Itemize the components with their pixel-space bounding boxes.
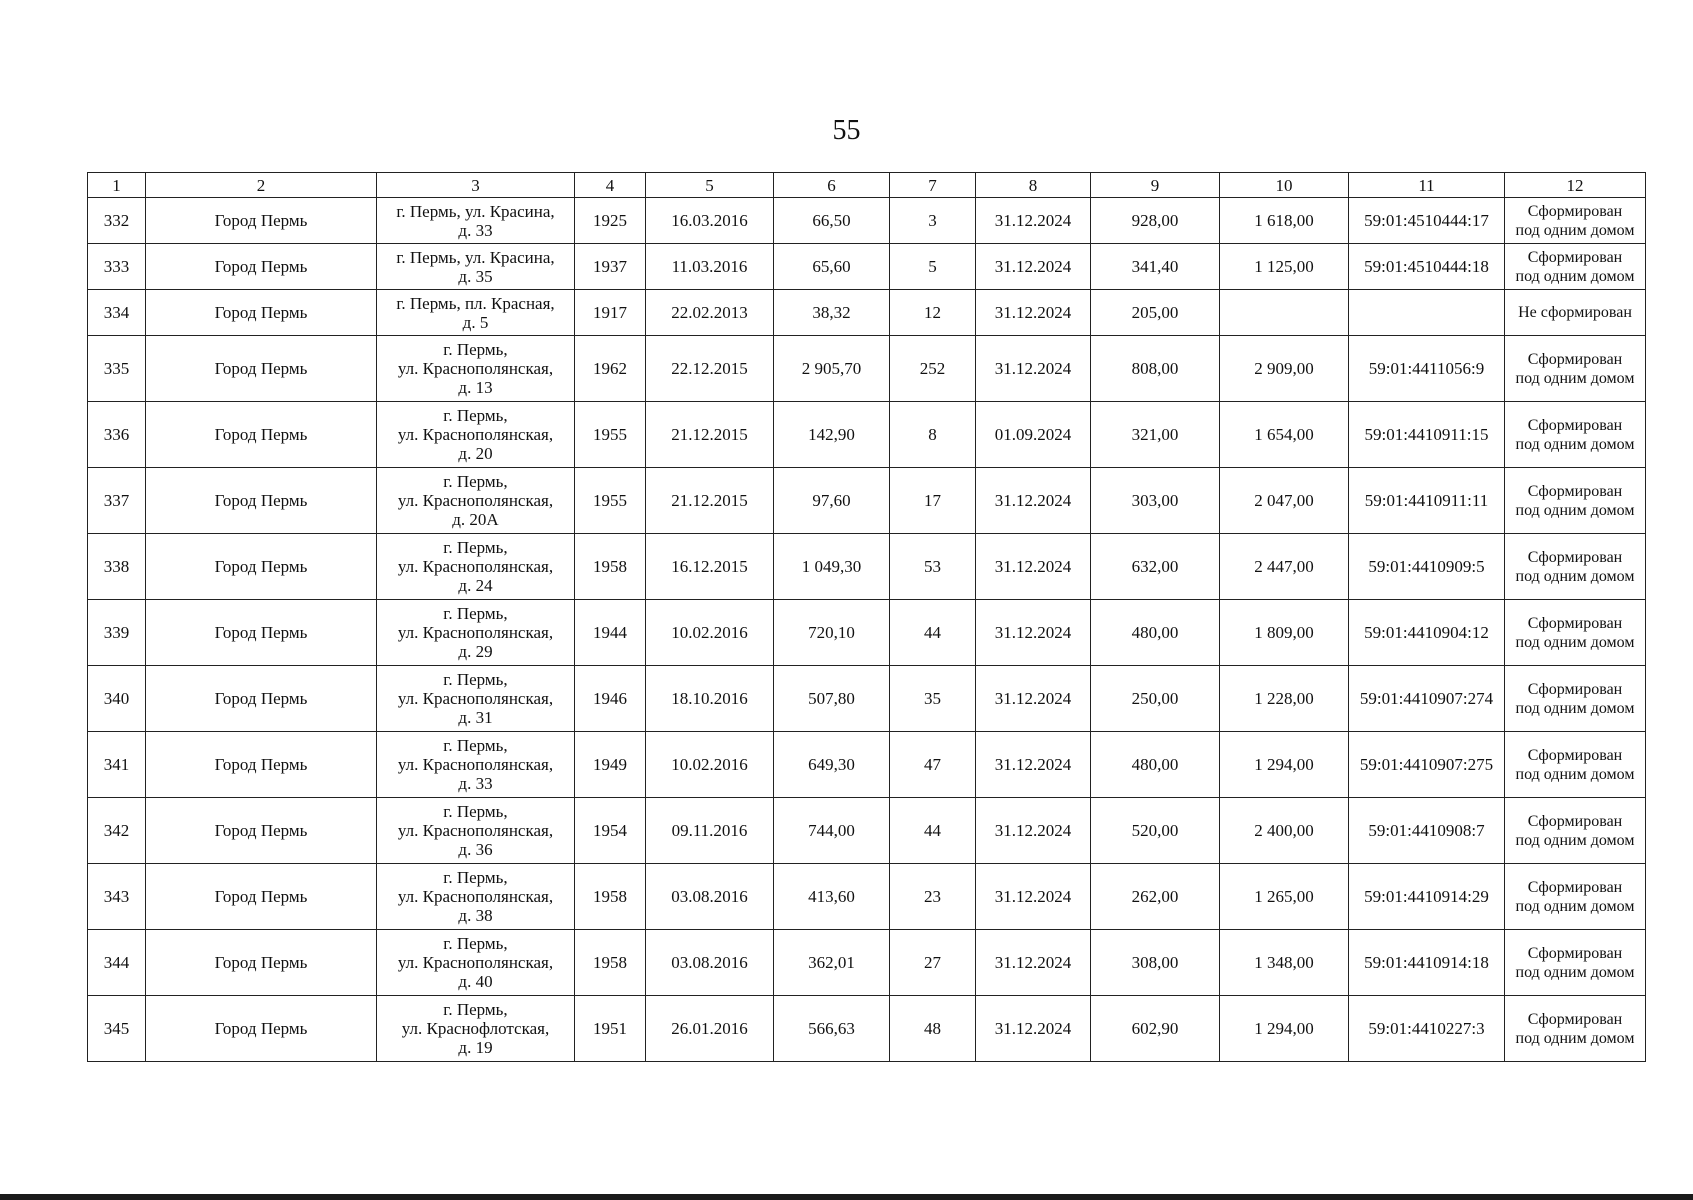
address-cell-line: д. 38 [458, 906, 493, 925]
table-row [88, 798, 1646, 864]
row-number: 338 [88, 534, 146, 600]
cadastral-number-cell: 59:01:4411056:9 [1349, 336, 1505, 402]
address-cell [377, 534, 575, 600]
area-cell: 142,90 [774, 402, 890, 468]
address-cell-line: ул. Краснополянская, [397, 821, 554, 840]
area2-cell: 321,00 [1091, 402, 1220, 468]
address-cell-line: ул. Краснополянская, [397, 557, 554, 576]
row-number: 341 [88, 732, 146, 798]
address-cell-line: г. Пермь, [443, 670, 508, 689]
deadline-cell: 31.12.2024 [976, 798, 1091, 864]
date-cell: 22.02.2013 [646, 290, 774, 336]
area-cell: 507,80 [774, 666, 890, 732]
address-cell [377, 798, 575, 864]
header-row [88, 173, 1646, 198]
area-cell: 413,60 [774, 864, 890, 930]
address-cell-line: ул. Краснополянская, [397, 359, 554, 378]
year-cell: 1958 [575, 534, 646, 600]
residents-cell: 23 [890, 864, 976, 930]
year-cell: 1944 [575, 600, 646, 666]
column-header: 6 [774, 173, 890, 198]
year-cell: 1958 [575, 864, 646, 930]
address-cell-line: д. 33 [458, 220, 493, 240]
address-cell-line: г. Пермь, [443, 472, 508, 491]
address-cell-line: д. 29 [458, 642, 493, 661]
municipality-cell: Город Пермь [146, 290, 377, 336]
column-header: 1 [88, 173, 146, 198]
table-row [88, 600, 1646, 666]
status-cell [1505, 600, 1646, 666]
status-cell-line: Сформирован [1527, 680, 1623, 698]
address-cell-line: г. Пермь, [443, 736, 508, 755]
table-row [88, 198, 1646, 244]
address-cell-line: г. Пермь, [443, 604, 508, 623]
municipality-cell: Город Пермь [146, 864, 377, 930]
status-cell-line: Сформирован [1527, 416, 1623, 434]
year-cell: 1917 [575, 290, 646, 336]
address-cell-line: г. Пермь, [443, 934, 508, 953]
address-cell-line: д. 13 [458, 378, 493, 397]
municipality-cell: Город Пермь [146, 732, 377, 798]
address-cell [377, 198, 575, 244]
address-cell-line: д. 35 [458, 266, 493, 286]
status-cell-line: под одним домом [1515, 267, 1635, 285]
address-cell-line: г. Пермь, ул. Красина, [396, 247, 555, 267]
residents-cell: 17 [890, 468, 976, 534]
date-cell: 16.12.2015 [646, 534, 774, 600]
row-number: 333 [88, 244, 146, 290]
deadline-cell: 31.12.2024 [976, 198, 1091, 244]
column-header: 5 [646, 173, 774, 198]
area2-cell: 262,00 [1091, 864, 1220, 930]
status-cell-line: Сформирован [1527, 812, 1623, 830]
deadline-cell: 31.12.2024 [976, 996, 1091, 1062]
column-header: 10 [1220, 173, 1349, 198]
table-row [88, 930, 1646, 996]
column-header: 3 [377, 173, 575, 198]
status-cell [1505, 798, 1646, 864]
status-cell-line: Сформирован [1527, 878, 1623, 896]
address-cell-line: г. Пермь, [443, 1000, 508, 1019]
status-cell [1505, 402, 1646, 468]
address-cell [377, 290, 575, 336]
municipality-cell: Город Пермь [146, 244, 377, 290]
cadastral-number-cell: 59:01:4410227:3 [1349, 996, 1505, 1062]
table-row [88, 402, 1646, 468]
status-cell-line: под одним домом [1515, 501, 1635, 519]
status-cell [1505, 468, 1646, 534]
deadline-cell: 31.12.2024 [976, 244, 1091, 290]
cadastral-number-cell: 59:01:4510444:17 [1349, 198, 1505, 244]
status-cell [1505, 666, 1646, 732]
deadline-cell: 31.12.2024 [976, 864, 1091, 930]
area2-cell: 602,90 [1091, 996, 1220, 1062]
area-cell: 744,00 [774, 798, 890, 864]
status-cell-line: Не сформирован [1518, 304, 1632, 321]
land-area-cell: 1 294,00 [1220, 732, 1349, 798]
status-cell [1505, 864, 1646, 930]
table-row [88, 534, 1646, 600]
cadastral-number-cell: 59:01:4410907:275 [1349, 732, 1505, 798]
municipality-cell: Город Пермь [146, 996, 377, 1062]
municipality-cell: Город Пермь [146, 402, 377, 468]
area-cell: 362,01 [774, 930, 890, 996]
residents-cell: 47 [890, 732, 976, 798]
date-cell: 18.10.2016 [646, 666, 774, 732]
area2-cell: 808,00 [1091, 336, 1220, 402]
residents-cell: 12 [890, 290, 976, 336]
status-cell-line: Сформирован [1527, 248, 1623, 266]
area2-cell: 520,00 [1091, 798, 1220, 864]
area-cell: 2 905,70 [774, 336, 890, 402]
row-number: 337 [88, 468, 146, 534]
address-cell [377, 244, 575, 290]
table-row [88, 996, 1646, 1062]
date-cell: 26.01.2016 [646, 996, 774, 1062]
year-cell: 1951 [575, 996, 646, 1062]
address-cell [377, 468, 575, 534]
land-area-cell: 2 909,00 [1220, 336, 1349, 402]
municipality-cell: Город Пермь [146, 930, 377, 996]
row-number: 340 [88, 666, 146, 732]
status-cell-line: Сформирован [1527, 482, 1623, 500]
year-cell: 1946 [575, 666, 646, 732]
area2-cell: 632,00 [1091, 534, 1220, 600]
year-cell: 1962 [575, 336, 646, 402]
status-cell [1505, 198, 1646, 244]
address-cell-line: г. Пермь, [443, 406, 508, 425]
row-number: 335 [88, 336, 146, 402]
address-cell-line: ул. Краснополянская, [397, 425, 554, 444]
area2-cell: 480,00 [1091, 600, 1220, 666]
address-cell-line: д. 40 [458, 972, 493, 991]
residents-cell: 8 [890, 402, 976, 468]
area2-cell: 480,00 [1091, 732, 1220, 798]
column-header: 4 [575, 173, 646, 198]
area2-cell: 205,00 [1091, 290, 1220, 336]
address-cell-line: ул. Краснофлотская, [401, 1019, 550, 1038]
address-cell-line: д. 24 [458, 576, 493, 595]
land-area-cell: 1 265,00 [1220, 864, 1349, 930]
cadastral-number-cell [1349, 290, 1505, 336]
address-cell-line: д. 19 [458, 1038, 493, 1057]
table-row [88, 732, 1646, 798]
date-cell: 03.08.2016 [646, 930, 774, 996]
cadastral-number-cell: 59:01:4410904:12 [1349, 600, 1505, 666]
status-cell-line: под одним домом [1515, 567, 1635, 585]
residents-cell: 252 [890, 336, 976, 402]
status-cell [1505, 996, 1646, 1062]
table-row [88, 864, 1646, 930]
scan-bottom-edge [0, 1194, 1693, 1200]
residents-cell: 48 [890, 996, 976, 1062]
land-area-cell: 1 809,00 [1220, 600, 1349, 666]
status-cell-line: под одним домом [1515, 221, 1635, 239]
status-cell-line: Сформирован [1527, 548, 1623, 566]
date-cell: 11.03.2016 [646, 244, 774, 290]
status-cell-line: под одним домом [1515, 831, 1635, 849]
address-cell [377, 600, 575, 666]
deadline-cell: 31.12.2024 [976, 534, 1091, 600]
year-cell: 1937 [575, 244, 646, 290]
status-cell-line: под одним домом [1515, 699, 1635, 717]
status-cell [1505, 336, 1646, 402]
residents-cell: 53 [890, 534, 976, 600]
land-area-cell: 1 654,00 [1220, 402, 1349, 468]
address-cell-line: ул. Краснополянская, [397, 491, 554, 510]
year-cell: 1955 [575, 402, 646, 468]
cadastral-number-cell: 59:01:4410914:29 [1349, 864, 1505, 930]
date-cell: 09.11.2016 [646, 798, 774, 864]
address-cell-line: г. Пермь, ул. Красина, [396, 201, 555, 221]
area2-cell: 928,00 [1091, 198, 1220, 244]
row-number: 334 [88, 290, 146, 336]
status-cell-line: под одним домом [1515, 435, 1635, 453]
cadastral-number-cell: 59:01:4410911:15 [1349, 402, 1505, 468]
land-area-cell: 1 125,00 [1220, 244, 1349, 290]
year-cell: 1949 [575, 732, 646, 798]
area-cell: 65,60 [774, 244, 890, 290]
land-area-cell: 1 228,00 [1220, 666, 1349, 732]
row-number: 344 [88, 930, 146, 996]
deadline-cell: 01.09.2024 [976, 402, 1091, 468]
table-row [88, 336, 1646, 402]
residents-cell: 44 [890, 798, 976, 864]
residents-cell: 35 [890, 666, 976, 732]
deadline-cell: 31.12.2024 [976, 290, 1091, 336]
table-row [88, 244, 1646, 290]
row-number: 339 [88, 600, 146, 666]
address-cell-line: г. Пермь, [443, 538, 508, 557]
residents-cell: 44 [890, 600, 976, 666]
table-row [88, 468, 1646, 534]
address-cell [377, 336, 575, 402]
address-cell-line: д. 31 [458, 708, 493, 727]
status-cell-line: под одним домом [1515, 369, 1635, 387]
residents-cell: 3 [890, 198, 976, 244]
municipality-cell: Город Пермь [146, 336, 377, 402]
status-cell-line: под одним домом [1515, 1029, 1635, 1047]
page-number: 55 [832, 115, 861, 146]
column-header: 8 [976, 173, 1091, 198]
status-cell-line: Сформирован [1527, 202, 1623, 220]
address-cell-line: ул. Краснополянская, [397, 623, 554, 642]
deadline-cell: 31.12.2024 [976, 600, 1091, 666]
row-number: 343 [88, 864, 146, 930]
column-header: 2 [146, 173, 377, 198]
address-cell-line: д. 36 [458, 840, 493, 859]
status-cell-line: под одним домом [1515, 963, 1635, 981]
status-cell-line: Сформирован [1527, 350, 1623, 368]
land-area-cell: 2 400,00 [1220, 798, 1349, 864]
address-cell [377, 732, 575, 798]
address-cell-line: ул. Краснополянская, [397, 755, 554, 774]
status-cell [1505, 534, 1646, 600]
column-header: 12 [1505, 173, 1646, 198]
year-cell: 1925 [575, 198, 646, 244]
deadline-cell: 31.12.2024 [976, 666, 1091, 732]
municipality-cell: Город Пермь [146, 198, 377, 244]
address-cell [377, 666, 575, 732]
row-number: 336 [88, 402, 146, 468]
date-cell: 16.03.2016 [646, 198, 774, 244]
table-row [88, 666, 1646, 732]
address-cell-line: д. 20 [458, 444, 493, 463]
land-area-cell: 1 294,00 [1220, 996, 1349, 1062]
row-number: 332 [88, 198, 146, 244]
date-cell: 22.12.2015 [646, 336, 774, 402]
cadastral-number-cell: 59:01:4410909:5 [1349, 534, 1505, 600]
status-cell [1505, 930, 1646, 996]
status-cell-line: под одним домом [1515, 897, 1635, 915]
cadastral-number-cell: 59:01:4510444:18 [1349, 244, 1505, 290]
table-header [88, 173, 1646, 198]
area2-cell: 250,00 [1091, 666, 1220, 732]
status-cell [1505, 290, 1646, 336]
status-cell-line: Сформирован [1527, 1010, 1623, 1028]
municipality-cell: Город Пермь [146, 798, 377, 864]
column-header: 7 [890, 173, 976, 198]
area-cell: 97,60 [774, 468, 890, 534]
land-area-cell: 2 447,00 [1220, 534, 1349, 600]
date-cell: 21.12.2015 [646, 468, 774, 534]
deadline-cell: 31.12.2024 [976, 930, 1091, 996]
column-header: 9 [1091, 173, 1220, 198]
date-cell: 10.02.2016 [646, 732, 774, 798]
address-cell-line: г. Пермь, [443, 340, 508, 359]
year-cell: 1954 [575, 798, 646, 864]
address-cell-line: ул. Краснополянская, [397, 689, 554, 708]
table-body [88, 198, 1646, 1062]
area-cell: 649,30 [774, 732, 890, 798]
residents-cell: 27 [890, 930, 976, 996]
area2-cell: 308,00 [1091, 930, 1220, 996]
area-cell: 720,10 [774, 600, 890, 666]
municipality-cell: Город Пермь [146, 468, 377, 534]
cadastral-number-cell: 59:01:4410914:18 [1349, 930, 1505, 996]
date-cell: 03.08.2016 [646, 864, 774, 930]
date-cell: 21.12.2015 [646, 402, 774, 468]
year-cell: 1958 [575, 930, 646, 996]
address-cell-line: д. 20А [452, 510, 499, 529]
status-cell-line: Сформирован [1527, 614, 1623, 632]
address-cell-line: ул. Краснополянская, [397, 887, 554, 906]
land-area-cell: 1 618,00 [1220, 198, 1349, 244]
table-row [88, 290, 1646, 336]
address-cell-line: г. Пермь, [443, 868, 508, 887]
address-cell-line: г. Пермь, [443, 802, 508, 821]
municipality-cell: Город Пермь [146, 534, 377, 600]
cadastral-number-cell: 59:01:4410907:274 [1349, 666, 1505, 732]
address-cell [377, 402, 575, 468]
land-area-cell: 1 348,00 [1220, 930, 1349, 996]
data-table [87, 172, 1646, 1062]
residents-cell: 5 [890, 244, 976, 290]
row-number: 345 [88, 996, 146, 1062]
date-cell: 10.02.2016 [646, 600, 774, 666]
address-cell-line: ул. Краснополянская, [397, 953, 554, 972]
cadastral-number-cell: 59:01:4410908:7 [1349, 798, 1505, 864]
cadastral-number-cell: 59:01:4410911:11 [1349, 468, 1505, 534]
column-header: 11 [1349, 173, 1505, 198]
municipality-cell: Город Пермь [146, 666, 377, 732]
deadline-cell: 31.12.2024 [976, 336, 1091, 402]
deadline-cell: 31.12.2024 [976, 468, 1091, 534]
municipality-cell: Город Пермь [146, 600, 377, 666]
address-cell [377, 996, 575, 1062]
area-cell: 66,50 [774, 198, 890, 244]
status-cell-line: под одним домом [1515, 633, 1635, 651]
address-cell-line: г. Пермь, пл. Красная, [396, 293, 555, 313]
area-cell: 38,32 [774, 290, 890, 336]
address-cell-line: д. 33 [458, 774, 493, 793]
area2-cell: 341,40 [1091, 244, 1220, 290]
address-cell [377, 930, 575, 996]
status-cell [1505, 244, 1646, 290]
status-cell-line: Сформирован [1527, 944, 1623, 962]
area-cell: 1 049,30 [774, 534, 890, 600]
deadline-cell: 31.12.2024 [976, 732, 1091, 798]
year-cell: 1955 [575, 468, 646, 534]
row-number: 342 [88, 798, 146, 864]
land-area-cell: 2 047,00 [1220, 468, 1349, 534]
address-cell-line: д. 5 [462, 312, 489, 332]
status-cell-line: под одним домом [1515, 765, 1635, 783]
area-cell: 566,63 [774, 996, 890, 1062]
area2-cell: 303,00 [1091, 468, 1220, 534]
land-area-cell [1220, 290, 1349, 336]
status-cell-line: Сформирован [1527, 746, 1623, 764]
address-cell [377, 864, 575, 930]
status-cell [1505, 732, 1646, 798]
